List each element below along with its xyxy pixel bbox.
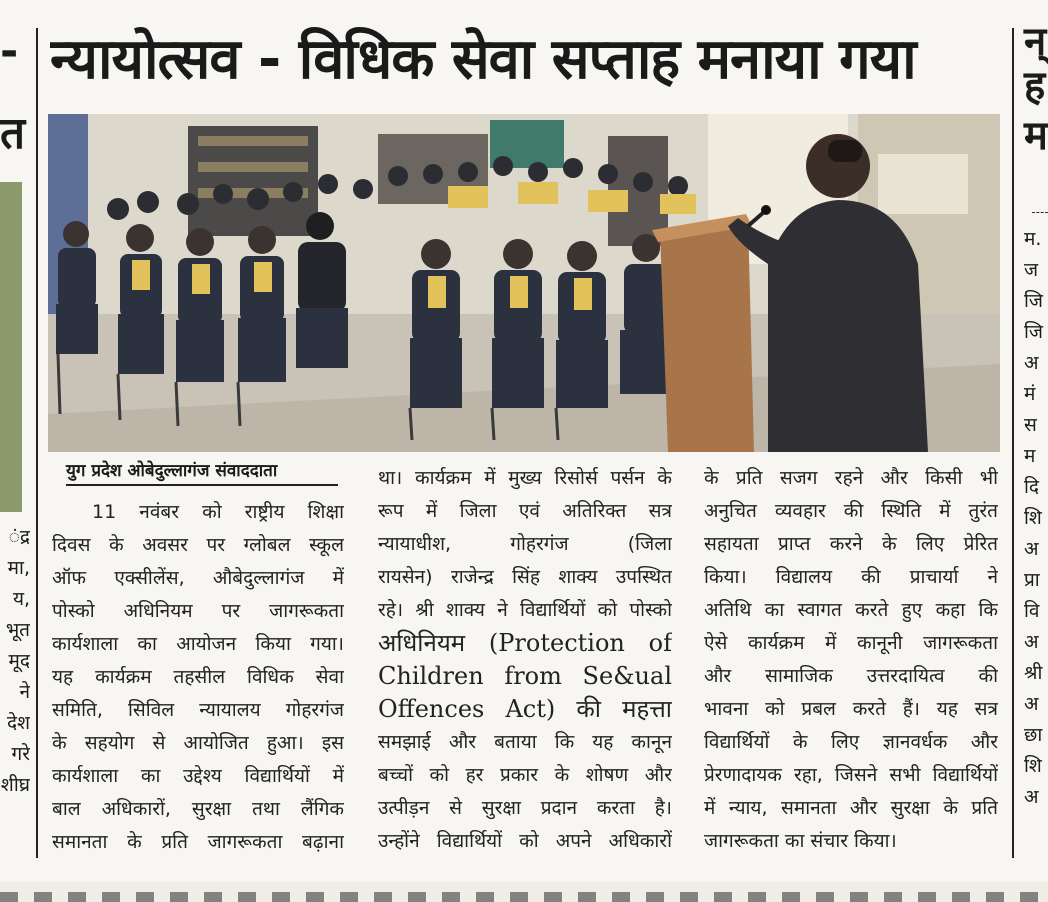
photo-illustration bbox=[48, 114, 1000, 452]
left-headline-fragment-2: त bbox=[0, 108, 26, 159]
column-line: के सहयोग से आयोजित हुआ। इस bbox=[52, 732, 344, 754]
left-headline-fragment: - bbox=[0, 26, 19, 77]
right-line: दि bbox=[1024, 476, 1040, 498]
byline: युग प्रदेश ओबेदुल्लागंज संवाददाता bbox=[66, 458, 338, 486]
column-line: 11 नवंबर को राष्ट्रीय शिक्षा bbox=[92, 501, 344, 523]
column-line: था। कार्यक्रम में मुख्य रिसोर्स पर्सन के bbox=[378, 467, 672, 489]
next-article-headline-fragment bbox=[0, 882, 1048, 902]
column-line: के प्रति सजग रहने और किसी भी bbox=[704, 467, 998, 489]
article-photo bbox=[48, 114, 1000, 452]
right-line: अ bbox=[1024, 786, 1039, 808]
right-line: अ bbox=[1024, 538, 1039, 560]
cropped-text-shadow bbox=[0, 892, 1048, 902]
column-line: प्रेरणादायक रहा, जिसने सभी विद्यार्थियों bbox=[704, 764, 998, 786]
right-rule bbox=[1032, 212, 1048, 213]
column-divider-right bbox=[1012, 28, 1014, 858]
column-line: समझाई और बताया कि यह कानून bbox=[378, 731, 672, 753]
right-line: स bbox=[1024, 414, 1037, 436]
column-line: रायसेन) राजेन्द्र सिंह शाक्य उपस्थित bbox=[378, 566, 672, 588]
column-line: रहे। श्री शाक्य ने विद्यार्थियों को पोस्को bbox=[378, 599, 672, 621]
headline: न्यायोत्सव - विधिक सेवा सप्ताह मनाया गया bbox=[50, 27, 916, 92]
right-line: शि bbox=[1024, 755, 1042, 777]
column-line: अतिथि का स्वागत करते हुए कहा कि bbox=[704, 599, 998, 621]
left-text-fragments bbox=[0, 522, 30, 801]
column-line: भावना को प्रबल करते हैं। यह सत्र bbox=[704, 698, 998, 720]
right-line: श्री bbox=[1024, 662, 1043, 684]
left-photo-fragment bbox=[0, 182, 22, 512]
left-line: शीघ्र bbox=[0, 774, 30, 796]
column-line: और सामाजिक उत्तरदायित्व की bbox=[704, 665, 998, 687]
left-line: भूत bbox=[5, 619, 30, 641]
left-line: ने bbox=[19, 681, 30, 703]
right-line: अ bbox=[1024, 352, 1039, 374]
left-line: य, bbox=[12, 588, 30, 610]
column-line: उन्होंने विद्यार्थियों को अपने अधिकारों bbox=[378, 830, 672, 852]
column-line: रूप में जिला एवं अतिरिक्त सत्र bbox=[378, 500, 672, 522]
article-column-1 bbox=[52, 496, 344, 859]
right-line: अ bbox=[1024, 631, 1039, 653]
column-line: विद्यार्थियों के लिए ज्ञानवर्धक और bbox=[704, 731, 998, 753]
right-line: वि bbox=[1024, 600, 1040, 622]
right-line: प्रा bbox=[1024, 569, 1040, 591]
column-line: कार्यशाला का उद्देश्य विद्यार्थियों में bbox=[52, 765, 344, 787]
column-line: जागरूकता का संचार किया। bbox=[704, 830, 897, 852]
right-line: अ bbox=[1024, 693, 1039, 715]
right-line: छा bbox=[1024, 724, 1043, 746]
column-line: अधिनियम (Protection of bbox=[378, 629, 672, 657]
left-line: मा, bbox=[7, 557, 30, 579]
column-divider-left bbox=[36, 28, 38, 858]
article-column-2 bbox=[378, 462, 672, 858]
right-line: जि bbox=[1024, 321, 1044, 343]
column-line: ऑफ एक्सीलेंस, औबेदुल्लागंज में bbox=[52, 567, 344, 589]
left-line: मूद bbox=[8, 650, 30, 672]
right-line: जि bbox=[1024, 290, 1044, 312]
column-line: न्यायाधीश, गोहरगंज (जिला bbox=[378, 533, 672, 555]
column-line: बच्चों को हर प्रकार के शोषण और bbox=[378, 764, 672, 786]
right-line: म. bbox=[1024, 228, 1042, 250]
left-line: देश bbox=[6, 712, 30, 734]
right-line: ज bbox=[1024, 259, 1039, 281]
column-line: किया। विद्यालय की प्राचार्या ने bbox=[704, 566, 998, 588]
column-line: में न्याय, समानता और सुरक्षा के प्रति bbox=[704, 797, 998, 819]
left-line: गरे bbox=[11, 743, 30, 765]
right-headline-fragment-3: म bbox=[1024, 113, 1048, 159]
column-line: उत्पीड़न से सुरक्षा प्रदान करता है। bbox=[378, 797, 672, 819]
column-line: बाल अधिकारों, सुरक्षा तथा लैंगिक bbox=[52, 798, 344, 820]
right-line: शि bbox=[1024, 507, 1042, 529]
column-line: समिति, सिविल न्यायालय गोहरगंज bbox=[52, 699, 344, 721]
right-headline-fragment: न् bbox=[1024, 19, 1047, 65]
column-line: दिवस के अवसर पर ग्लोबल स्कूल bbox=[52, 534, 344, 556]
left-adjacent-column bbox=[0, 0, 30, 902]
column-line: ऐसे कार्यक्रम में कानूनी जागरूकता bbox=[704, 632, 998, 654]
column-line: समानता के प्रति जागरूकता बढ़ाना bbox=[52, 831, 344, 853]
column-line: Children from Se&ual bbox=[378, 662, 672, 690]
article-column-3 bbox=[704, 462, 998, 858]
column-line: पोस्को अधिनियम पर जागरूकता bbox=[52, 600, 344, 622]
right-headline-fragment-2: ह bbox=[1024, 63, 1046, 109]
right-line: म bbox=[1024, 445, 1036, 467]
column-line: अनुचित व्यवहार की स्थिति में तुरंत bbox=[704, 500, 998, 522]
column-line: सहायता प्राप्त करने के लिए प्रेरित bbox=[704, 533, 998, 555]
right-adjacent-column bbox=[1018, 0, 1048, 902]
column-line: यह कार्यक्रम तहसील विधिक सेवा bbox=[52, 666, 344, 688]
right-line: मं bbox=[1024, 383, 1036, 405]
left-line: ंद्र bbox=[8, 526, 30, 548]
column-line: Offences Act) की महत्ता bbox=[378, 695, 672, 723]
right-text-fragments bbox=[1024, 224, 1043, 813]
column-line: कार्यशाला का आयोजन किया गया। bbox=[52, 633, 344, 655]
